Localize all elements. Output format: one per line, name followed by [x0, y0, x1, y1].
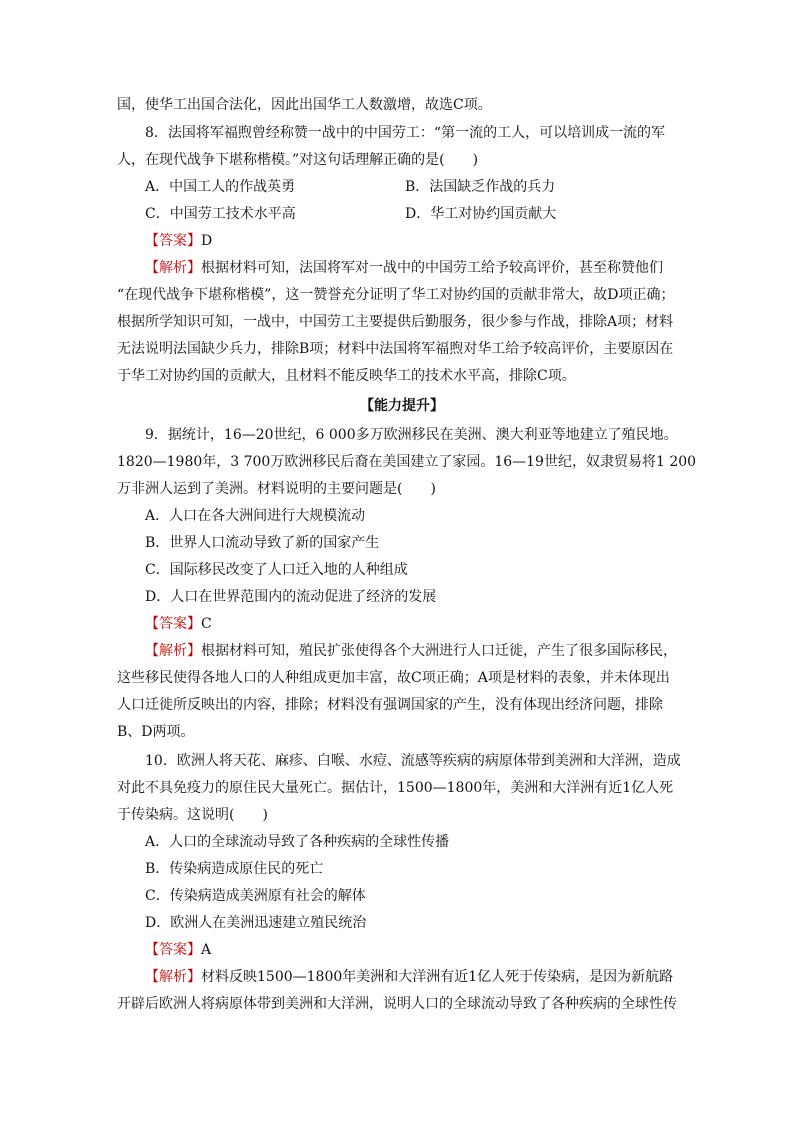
question-9-option-c: C．国际移民改变了人口迁入地的人种组成 — [145, 562, 408, 578]
question-10-option-a: A．人口的全球流动导致了各种疾病的全球性传播 — [145, 834, 450, 850]
question-8-option-b: B．法国缺乏作战的兵力 — [405, 179, 556, 195]
question-10-option-b: B．传染病造成原住民的死亡 — [145, 861, 324, 877]
question-8-stem: 8．法国将军福煦曾经称赞一战中的中国劳工：“第一流的工人，可以培训成一流的军 — [145, 125, 666, 141]
question-9-stem-cont: 万非洲人运到了美洲。材料说明的主要问题是( ) — [117, 481, 436, 497]
answer-value: D — [201, 233, 213, 249]
question-8-answer — [145, 231, 715, 251]
analysis-line: “在现代战争下堪称楷模”，这一赞誉充分证明了华工对协约国的贡献非常大，故D项正确； — [117, 287, 675, 303]
analysis-line: 人口迁徙所反映出的内容，排除；材料没有强调国家的产生，没有体现出经济问题，排除 — [117, 697, 663, 713]
question-10-stem-cont: 于传染病。这说明( ) — [117, 807, 268, 823]
question-10-answer — [145, 940, 715, 960]
analysis-tag: 【解析】 — [145, 643, 201, 659]
question-9-option-d: D．人口在世界范围内的流动促进了经济的发展 — [145, 589, 437, 605]
question-9-analysis — [145, 641, 715, 661]
answer-value: C — [201, 616, 212, 632]
question-8-stem-cont: 人，在现代战争下堪称楷模。”对这句话理解正确的是( ) — [117, 152, 479, 168]
question-10-option-c: C．传染病造成美洲原有社会的解体 — [145, 888, 366, 904]
question-8-option-d: D．华工对协约国贡献大 — [405, 206, 557, 222]
answer-tag: 【答案】 — [145, 616, 201, 632]
paragraph-line: 国，使华工出国合法化，因此出国华工人数激增，故选C项。 — [117, 97, 492, 113]
analysis-line: 开辟后欧洲人将病原体带到美洲和大洋洲，说明人口的全球流动导致了各种疾病的全球性传 — [117, 996, 677, 1012]
question-10-option-d: D．欧洲人在美洲迅速建立殖民统治 — [145, 915, 367, 931]
analysis-line: 这些移民使得各地人口的人种组成更加丰富，故C项正确；A项是材料的表象，并未体现出 — [117, 670, 670, 686]
analysis-line: 于华工对协约国的贡献大，且材料不能反映华工的技术水平高，排除C项。 — [117, 368, 576, 384]
question-10-stem-cont: 对此不具免疫力的原住民大量死亡。据估计，1500—1800年，美洲和大洋洲有近1亿人死 — [117, 780, 674, 796]
question-8-option-a: A．中国工人的作战英勇 — [145, 179, 296, 195]
question-9-stem-cont: 1820—1980年，3 700万欧洲移民后裔在美国建立了家园。16—19世纪，奴隶贸易将1 200 — [117, 454, 697, 470]
question-10-stem: 10．欧洲人将天花、麻疹、白喉、水痘、流感等疾病的病原体带到美洲和大洋洲，造成 — [145, 753, 681, 769]
question-9-option-b: B．世界人口流动导致了新的国家产生 — [145, 535, 380, 551]
analysis-text: 根据材料可知，法国将军对一战中的中国劳工给予较高评价，甚至称赞他们 — [201, 260, 663, 276]
question-9-stem: 9．据统计，16—20世纪，6 000多万欧洲移民在美洲、澳大利亚等地建立了殖民地。 — [145, 427, 678, 443]
section-title: 【能力提升】 — [360, 398, 444, 414]
answer-value: A — [201, 942, 212, 958]
answer-tag: 【答案】 — [145, 233, 201, 249]
question-8-option-c: C．中国劳工技术水平高 — [145, 206, 296, 222]
question-9-option-a: A．人口在各大洲间进行大规模流动 — [145, 508, 366, 524]
analysis-text: 材料反映1500—1800年美洲和大洋洲有近1亿人死于传染病，是因为新航路 — [201, 969, 674, 985]
analysis-line: B、D两项。 — [117, 724, 195, 740]
analysis-line: 无法说明法国缺少兵力，排除B项；材料中法国将军福煦对华工给予较高评价，主要原因在 — [117, 341, 674, 357]
analysis-tag: 【解析】 — [145, 260, 201, 276]
answer-tag: 【答案】 — [145, 942, 201, 958]
analysis-text: 根据材料可知，殖民扩张使得各个大洲进行人口迁徙，产生了很多国际移民， — [201, 643, 677, 659]
question-8-analysis — [145, 258, 715, 278]
question-9-answer — [145, 614, 715, 634]
question-10-analysis — [145, 967, 715, 987]
analysis-tag: 【解析】 — [145, 969, 201, 985]
analysis-line: 根据所学知识可知，一战中，中国劳工主要提供后勤服务，很少参与作战，排除A项；材料 — [117, 314, 674, 330]
